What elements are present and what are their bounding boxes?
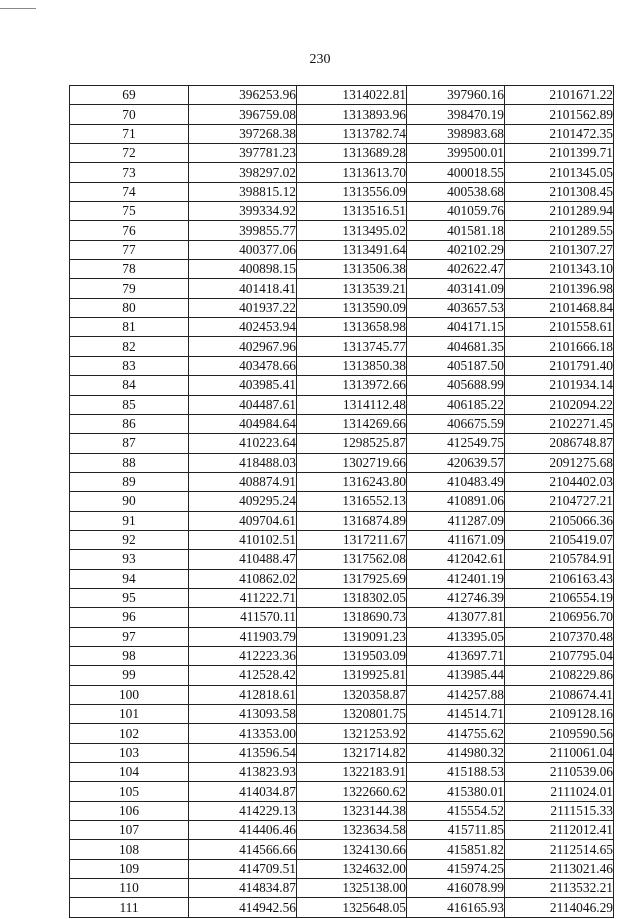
x1-cell: 403478.66 [189,356,297,375]
x2-cell: 398983.68 [407,124,505,143]
x2-cell: 414514.71 [407,705,505,724]
x1-cell: 414566.66 [189,840,297,859]
y2-cell: 2111024.01 [505,782,614,801]
y2-cell: 2113021.46 [505,859,614,878]
point-number-cell: 88 [70,453,189,472]
y1-cell: 1323634.58 [297,821,407,840]
point-number-cell: 103 [70,743,189,762]
y2-cell: 2101562.89 [505,105,614,124]
point-number-cell: 97 [70,627,189,646]
point-number-cell: 95 [70,588,189,607]
table-row [70,240,614,259]
table-row [70,144,614,163]
y1-cell: 1317211.67 [297,530,407,549]
table-row [70,840,614,859]
y1-cell: 1313782.74 [297,124,407,143]
table-row [70,376,614,395]
x2-cell: 415188.53 [407,763,505,782]
y2-cell: 2104727.21 [505,492,614,511]
y1-cell: 1317925.69 [297,569,407,588]
y1-cell: 1313689.28 [297,144,407,163]
table-row [70,395,614,414]
y1-cell: 1314112.48 [297,395,407,414]
y2-cell: 2112514.65 [505,840,614,859]
y2-cell: 2101345.05 [505,163,614,182]
x1-cell: 402967.96 [189,337,297,356]
point-number-cell: 76 [70,221,189,240]
x1-cell: 409295.24 [189,492,297,511]
x1-cell: 396253.96 [189,86,297,105]
point-number-cell: 102 [70,724,189,743]
y2-cell: 2102271.45 [505,414,614,433]
point-number-cell: 108 [70,840,189,859]
x2-cell: 406185.22 [407,395,505,414]
x2-cell: 413985.44 [407,666,505,685]
x1-cell: 399855.77 [189,221,297,240]
table-row [70,743,614,762]
y1-cell: 1321714.82 [297,743,407,762]
table-row [70,569,614,588]
point-number-cell: 91 [70,511,189,530]
x1-cell: 414942.56 [189,898,297,917]
y1-cell: 1313506.38 [297,260,407,279]
table-row [70,163,614,182]
coordinates-table [69,85,614,918]
table-row [70,705,614,724]
y2-cell: 2109590.56 [505,724,614,743]
y2-cell: 2101666.18 [505,337,614,356]
x1-cell: 408874.91 [189,472,297,491]
x1-cell: 411570.11 [189,608,297,627]
table-row [70,337,614,356]
table-row [70,221,614,240]
x1-cell: 401937.22 [189,298,297,317]
x1-cell: 414709.51 [189,859,297,878]
y1-cell: 1325648.05 [297,898,407,917]
table-row [70,318,614,337]
y2-cell: 2101399.71 [505,144,614,163]
y2-cell: 2105066.36 [505,511,614,530]
y2-cell: 2110539.06 [505,763,614,782]
point-number-cell: 111 [70,898,189,917]
y2-cell: 2101289.55 [505,221,614,240]
table-row [70,260,614,279]
x2-cell: 404681.35 [407,337,505,356]
table-row [70,356,614,375]
table-row [70,279,614,298]
x1-cell: 412223.36 [189,646,297,665]
x2-cell: 414755.62 [407,724,505,743]
y1-cell: 1316243.80 [297,472,407,491]
table-row [70,646,614,665]
point-number-cell: 104 [70,763,189,782]
point-number-cell: 77 [70,240,189,259]
x2-cell: 413395.05 [407,627,505,646]
x1-cell: 398815.12 [189,182,297,201]
point-number-cell: 73 [70,163,189,182]
point-number-cell: 71 [70,124,189,143]
point-number-cell: 81 [70,318,189,337]
point-number-cell: 69 [70,86,189,105]
point-number-cell: 98 [70,646,189,665]
y1-cell: 1313590.09 [297,298,407,317]
point-number-cell: 110 [70,879,189,898]
point-number-cell: 107 [70,821,189,840]
y1-cell: 1313893.96 [297,105,407,124]
x1-cell: 400898.15 [189,260,297,279]
coordinates-table-body [70,86,614,918]
y1-cell: 1313850.38 [297,356,407,375]
x2-cell: 416165.93 [407,898,505,917]
point-number-cell: 86 [70,414,189,433]
x2-cell: 406675.59 [407,414,505,433]
y2-cell: 2114046.29 [505,898,614,917]
y2-cell: 2106554.19 [505,588,614,607]
table-row [70,898,614,917]
x1-cell: 401418.41 [189,279,297,298]
table-row [70,434,614,453]
x2-cell: 413077.81 [407,608,505,627]
x2-cell: 412042.61 [407,550,505,569]
x1-cell: 412818.61 [189,685,297,704]
y2-cell: 2111515.33 [505,801,614,820]
x1-cell: 413353.00 [189,724,297,743]
x2-cell: 402622.47 [407,260,505,279]
table-row [70,86,614,105]
x1-cell: 410102.51 [189,530,297,549]
point-number-cell: 90 [70,492,189,511]
point-number-cell: 105 [70,782,189,801]
y2-cell: 2109128.16 [505,705,614,724]
table-row [70,453,614,472]
y1-cell: 1298525.87 [297,434,407,453]
table-row [70,608,614,627]
y2-cell: 2091275.68 [505,453,614,472]
table-row [70,105,614,124]
x2-cell: 405688.99 [407,376,505,395]
y1-cell: 1322183.91 [297,763,407,782]
point-number-cell: 70 [70,105,189,124]
x2-cell: 403141.09 [407,279,505,298]
point-number-cell: 75 [70,202,189,221]
x1-cell: 413093.58 [189,705,297,724]
x1-cell: 414229.13 [189,801,297,820]
x2-cell: 402102.29 [407,240,505,259]
y2-cell: 2101558.61 [505,318,614,337]
y1-cell: 1319925.81 [297,666,407,685]
x2-cell: 410483.49 [407,472,505,491]
x1-cell: 414406.46 [189,821,297,840]
point-number-cell: 99 [70,666,189,685]
x1-cell: 411222.71 [189,588,297,607]
x1-cell: 410223.64 [189,434,297,453]
y2-cell: 2107795.04 [505,646,614,665]
x1-cell: 413823.93 [189,763,297,782]
y2-cell: 2101308.45 [505,182,614,201]
x1-cell: 414834.87 [189,879,297,898]
y1-cell: 1322660.62 [297,782,407,801]
y2-cell: 2101472.35 [505,124,614,143]
y1-cell: 1321253.92 [297,724,407,743]
x2-cell: 416078.99 [407,879,505,898]
y1-cell: 1313556.09 [297,182,407,201]
y2-cell: 2113532.21 [505,879,614,898]
x2-cell: 412746.39 [407,588,505,607]
x2-cell: 414980.32 [407,743,505,762]
table-row [70,821,614,840]
y2-cell: 2101396.98 [505,279,614,298]
y1-cell: 1316874.89 [297,511,407,530]
y1-cell: 1318302.05 [297,588,407,607]
y2-cell: 2105784.91 [505,550,614,569]
y1-cell: 1318690.73 [297,608,407,627]
y2-cell: 2101307.27 [505,240,614,259]
x2-cell: 415380.01 [407,782,505,801]
x1-cell: 410862.02 [189,569,297,588]
point-number-cell: 80 [70,298,189,317]
point-number-cell: 109 [70,859,189,878]
point-number-cell: 101 [70,705,189,724]
y2-cell: 2101671.22 [505,86,614,105]
y2-cell: 2106163.43 [505,569,614,588]
x2-cell: 420639.57 [407,453,505,472]
x1-cell: 412528.42 [189,666,297,685]
y1-cell: 1324130.66 [297,840,407,859]
x2-cell: 413697.71 [407,646,505,665]
x1-cell: 403985.41 [189,376,297,395]
y1-cell: 1313972.66 [297,376,407,395]
point-number-cell: 79 [70,279,189,298]
y1-cell: 1302719.66 [297,453,407,472]
table-row [70,530,614,549]
table-row [70,879,614,898]
x2-cell: 410891.06 [407,492,505,511]
point-number-cell: 92 [70,530,189,549]
page-number: 230 [309,52,331,67]
x2-cell: 404171.15 [407,318,505,337]
corner-scan-mark [0,8,36,9]
point-number-cell: 83 [70,356,189,375]
y1-cell: 1325138.00 [297,879,407,898]
y1-cell: 1320801.75 [297,705,407,724]
table-row [70,414,614,433]
y1-cell: 1324632.00 [297,859,407,878]
table-row [70,763,614,782]
x2-cell: 415974.25 [407,859,505,878]
table-row [70,298,614,317]
table-row [70,666,614,685]
x1-cell: 414034.87 [189,782,297,801]
y1-cell: 1313495.02 [297,221,407,240]
table-row [70,724,614,743]
y1-cell: 1313516.51 [297,202,407,221]
y1-cell: 1323144.38 [297,801,407,820]
y2-cell: 2104402.03 [505,472,614,491]
table-row [70,627,614,646]
x2-cell: 414257.88 [407,685,505,704]
x1-cell: 400377.06 [189,240,297,259]
x1-cell: 397268.38 [189,124,297,143]
table-row [70,472,614,491]
x2-cell: 397960.16 [407,86,505,105]
y1-cell: 1313613.70 [297,163,407,182]
point-number-cell: 96 [70,608,189,627]
point-number-cell: 78 [70,260,189,279]
table-row [70,685,614,704]
table-row [70,550,614,569]
x1-cell: 410488.47 [189,550,297,569]
x1-cell: 398297.02 [189,163,297,182]
y2-cell: 2106956.70 [505,608,614,627]
x2-cell: 399500.01 [407,144,505,163]
table-row [70,511,614,530]
point-number-cell: 74 [70,182,189,201]
table-row [70,492,614,511]
y2-cell: 2108229.86 [505,666,614,685]
table-row [70,588,614,607]
table-row [70,124,614,143]
x2-cell: 412549.75 [407,434,505,453]
y1-cell: 1320358.87 [297,685,407,704]
y1-cell: 1313539.21 [297,279,407,298]
table-row [70,801,614,820]
y2-cell: 2086748.87 [505,434,614,453]
point-number-cell: 85 [70,395,189,414]
x1-cell: 418488.03 [189,453,297,472]
point-number-cell: 89 [70,472,189,491]
y1-cell: 1313491.64 [297,240,407,259]
y1-cell: 1316552.13 [297,492,407,511]
y2-cell: 2101934.14 [505,376,614,395]
table-row [70,202,614,221]
table-row [70,859,614,878]
x2-cell: 398470.19 [407,105,505,124]
y1-cell: 1313745.77 [297,337,407,356]
y1-cell: 1317562.08 [297,550,407,569]
y1-cell: 1313658.98 [297,318,407,337]
x2-cell: 401059.76 [407,202,505,221]
y1-cell: 1319503.09 [297,646,407,665]
x2-cell: 415554.52 [407,801,505,820]
y2-cell: 2101343.10 [505,260,614,279]
y2-cell: 2110061.04 [505,743,614,762]
x2-cell: 400538.68 [407,182,505,201]
x1-cell: 399334.92 [189,202,297,221]
x2-cell: 400018.55 [407,163,505,182]
y1-cell: 1314022.81 [297,86,407,105]
x1-cell: 411903.79 [189,627,297,646]
y2-cell: 2105419.07 [505,530,614,549]
y2-cell: 2101791.40 [505,356,614,375]
point-number-cell: 87 [70,434,189,453]
x1-cell: 409704.61 [189,511,297,530]
x1-cell: 413596.54 [189,743,297,762]
x2-cell: 411287.09 [407,511,505,530]
y2-cell: 2108674.41 [505,685,614,704]
x2-cell: 415851.82 [407,840,505,859]
x1-cell: 397781.23 [189,144,297,163]
y1-cell: 1319091.23 [297,627,407,646]
point-number-cell: 100 [70,685,189,704]
point-number-cell: 94 [70,569,189,588]
y2-cell: 2101468.84 [505,298,614,317]
x2-cell: 403657.53 [407,298,505,317]
y2-cell: 2102094.22 [505,395,614,414]
x2-cell: 415711.85 [407,821,505,840]
x1-cell: 396759.08 [189,105,297,124]
x1-cell: 404487.61 [189,395,297,414]
point-number-cell: 72 [70,144,189,163]
point-number-cell: 82 [70,337,189,356]
y2-cell: 2101289.94 [505,202,614,221]
point-number-cell: 93 [70,550,189,569]
y2-cell: 2107370.48 [505,627,614,646]
point-number-cell: 84 [70,376,189,395]
y2-cell: 2112012.41 [505,821,614,840]
x2-cell: 412401.19 [407,569,505,588]
x1-cell: 402453.94 [189,318,297,337]
table-row [70,782,614,801]
x2-cell: 401581.18 [407,221,505,240]
table-row [70,182,614,201]
x2-cell: 411671.09 [407,530,505,549]
x1-cell: 404984.64 [189,414,297,433]
x2-cell: 405187.50 [407,356,505,375]
point-number-cell: 106 [70,801,189,820]
y1-cell: 1314269.66 [297,414,407,433]
